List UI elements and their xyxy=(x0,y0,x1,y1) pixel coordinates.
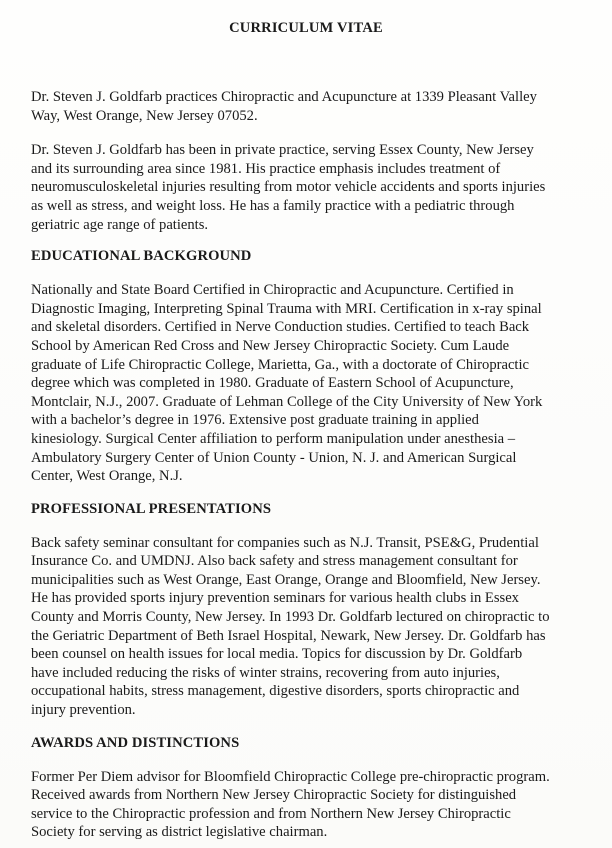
section-body-education: Nationally and State Board Certified in Chiropractic and Acupuncture. Certified in Diagnostic Imaging, Interpreting Spinal Trauma with MRI. Certification in x-ray spinal and skeletal disorders. Certified in Nerve Conduction studies. Certified to teach Back School by American Red Cross and New Jersey Chiropractic Society. Cum Laude graduate of Life Chiropractic College, Marietta, Ga., with a doctorate of Chiropractic degree which was completed in 1980. Graduate of Eastern School of Acupuncture, Montclair, N.J., 2007. Graduate of Lehman College of the City University of New York with a bachelor’s degree in 1976. Extensive post graduate training in applied kinesiology. Surgical Center affiliation to perform manipulation under anesthesia – Ambulatory Surgery Center of Union County - Union, N. J. and American Surgical Center, West Orange, N.J. xyxy=(31,282,543,485)
intro-paragraph-practice: Dr. Steven J. Goldfarb practices Chiropractic and Acupuncture at 1339 Pleasant Valley Way, West Orange, New Jersey 07052. xyxy=(31,89,537,124)
section-heading-education: EDUCATIONAL BACKGROUND xyxy=(31,248,252,265)
section-body-presentations: Back safety seminar consultant for companies such as N.J. Transit, PSE&G, Prudential Insurance Co. and UMDNJ. Also back safety and stress management consultant for municipalities such as West Orange, East Orange, Orange and Bloomfield, New Jersey. He has provided sports injury prevention seminars for various health clubs in Essex County and Morris County, New Jersey. In 1993 Dr. Goldfarb lectured on chiropractic to the Geriatric Department of Beth Israel Hospital, Newark, New Jersey. Dr. Goldfarb has been counsel on health issues for local media. Topics for discussion by Dr. Goldfarb have included reducing the risks of winter strains, recovering from auto injuries, occupational habits, stress management, digestive disorders, sports chiropractic and injury prevention. xyxy=(31,534,550,719)
intro-paragraph-history: Dr. Steven J. Goldfarb has been in private practice, serving Essex County, New Jersey and its surrounding area since 1981. His practice emphasis includes treatment of neuromusculoskeletal injuries resulting from motor vehicle accidents and sports injuries as well as stress, and weight loss. He has a family practice with a pediatric through geriatric age range of patients. xyxy=(31,142,546,233)
section-heading-presentations: PROFESSIONAL PRESENTATIONS xyxy=(31,500,272,517)
document-title: CURRICULUM VITAE xyxy=(229,20,383,36)
section-heading-awards: AWARDS AND DISTINCTIONS xyxy=(31,734,240,751)
section-body-awards: Former Per Diem advisor for Bloomfield Chiropractic College pre-chiropractic program. Received awards from Northern New Jersey Chiropractic Society for distinguished service to the Chiropractic profession and from Northern New Jersey Chiropractic Society for serving as district legislative chairman. xyxy=(31,768,550,841)
